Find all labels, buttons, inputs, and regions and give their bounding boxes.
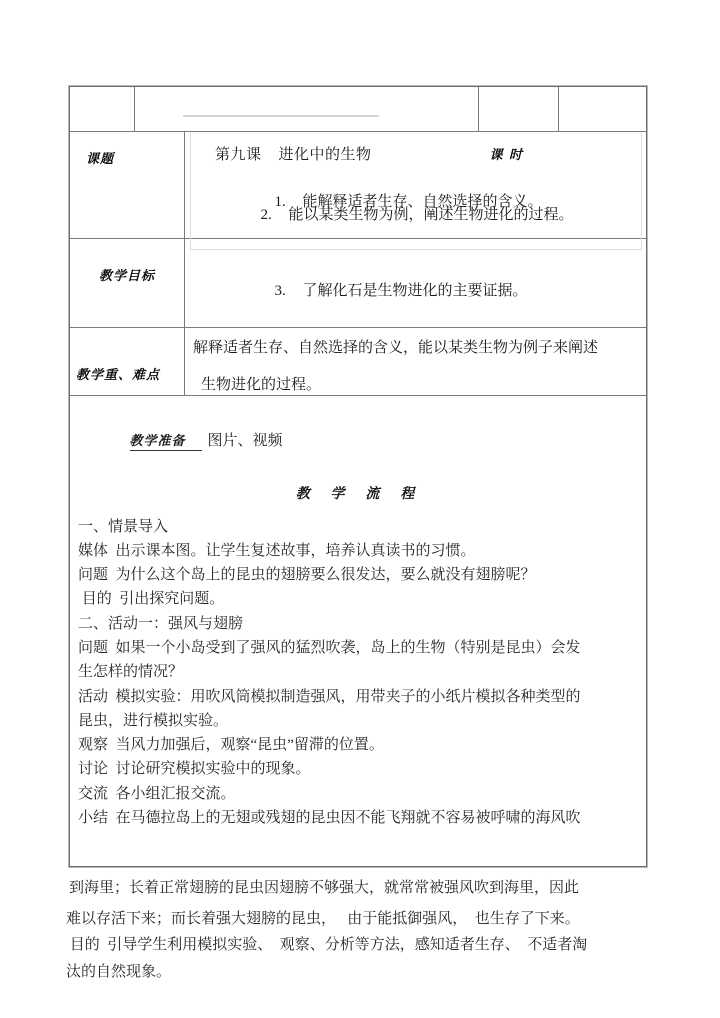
goal-number: 3. (274, 283, 286, 299)
preparation-value: 图片、视频 (207, 432, 283, 449)
table-row (70, 327, 646, 395)
table-row (70, 238, 646, 327)
label-text: 教学重、难点 (76, 367, 161, 383)
key-point-line: 生物进化的过程。 (201, 376, 322, 393)
goal-text: 能解释适者生存、自然选择的含义。 (302, 194, 543, 211)
row-label-keti (70, 132, 184, 238)
flow-line: 昆虫，进行模拟实验。 (78, 712, 229, 729)
goal-text: 能以某类生物为例，阐述生物进化的过程。 (288, 207, 574, 224)
flow-line: 生怎样的情况？ (78, 664, 184, 681)
teaching-flow-cell (70, 396, 646, 866)
header-faint-rule (183, 115, 379, 117)
table-row (70, 395, 646, 866)
goal-number: 2. (260, 207, 272, 224)
period-label: 课 时 (489, 148, 524, 163)
row-label-mubiao (70, 239, 184, 327)
table-header-row (70, 87, 646, 131)
lesson-plan-table (69, 86, 647, 867)
flow-line: 观察 当风力加强后，观察“昆虫”留滞的位置。 (78, 737, 384, 754)
lesson-title: 第九课 进化中的生物 (215, 147, 372, 163)
flow-line: 媒体 出示课本图。让学生复述故事，培养认真读书的习惯。 (78, 542, 476, 559)
flow-line-overflow: 到海里；长着正常翅膀的昆虫因翅膀不够强大，就常常被强风吹到海里，因此 (69, 880, 580, 896)
lesson-title-line (185, 132, 646, 164)
mubiao-content (184, 239, 646, 327)
below-table-text (66, 906, 686, 985)
goal-item (185, 181, 574, 251)
header-cell-4 (558, 87, 646, 131)
goal-number: 1. (274, 194, 286, 211)
header-cell-2 (134, 87, 478, 131)
goal-text: 了解化石是生物进化的主要证据。 (302, 283, 528, 299)
label-text: 教学目标 (98, 268, 155, 284)
flow-line: 问题 为什么这个岛上的昆虫的翅膀要么很发达，要么就没有翅膀呢？ (78, 567, 536, 584)
flow-line: 讨论 讨论研究模拟实验中的现象。 (78, 761, 311, 778)
flow-line: 交流 各小组汇报交流。 (78, 785, 236, 802)
table-row (70, 131, 646, 238)
goal-item (185, 257, 646, 327)
flow-line: 小结 在马德拉岛上的无翅或残翅的昆虫因不能飞翔就不容易被呼啸的海风吹 (78, 810, 581, 827)
row-label-zhongnandian (70, 328, 184, 395)
flow-line: 目的 引出探究问题。 (78, 591, 225, 608)
preparation-label: 教学准备 (130, 434, 202, 451)
preparation-line (78, 412, 640, 467)
flow-line: 活动 模拟实验：用吹风筒模拟制造强风，用带夹子的小纸片模拟各种类型的 (78, 688, 581, 705)
key-point-line: 解释适者生存、自然选择的含义，能以某类生物为例子来阐述 (193, 339, 599, 356)
header-cell-1 (70, 87, 134, 131)
zhongnandian-content (184, 328, 646, 395)
flow-line: 二、活动一：强风与翅膀 (78, 615, 244, 632)
flow-line: 一、情景导入 (78, 518, 169, 535)
flow-line: 难以存活下来；而长着强大翅膀的昆虫， 由于能抵御强风， 也生存了下来。 (66, 911, 580, 927)
header-cell-3 (478, 87, 558, 131)
flow-line: 目的 引导学生利用模拟实验、 观察、分析等方法，感知适者生存、 不适者淘 (66, 937, 588, 954)
label-text: 课题 (86, 152, 115, 167)
keti-content (184, 132, 646, 238)
flow-heading: 教 学 流 程 (295, 485, 423, 502)
flow-line: 汰的自然现象。 (66, 963, 172, 980)
overflow-text-zone (69, 876, 669, 900)
flow-line: 问题 如果一个小岛受到了强风的猛烈吹袭，岛上的生物（特别是昆虫）会发 (78, 639, 581, 656)
